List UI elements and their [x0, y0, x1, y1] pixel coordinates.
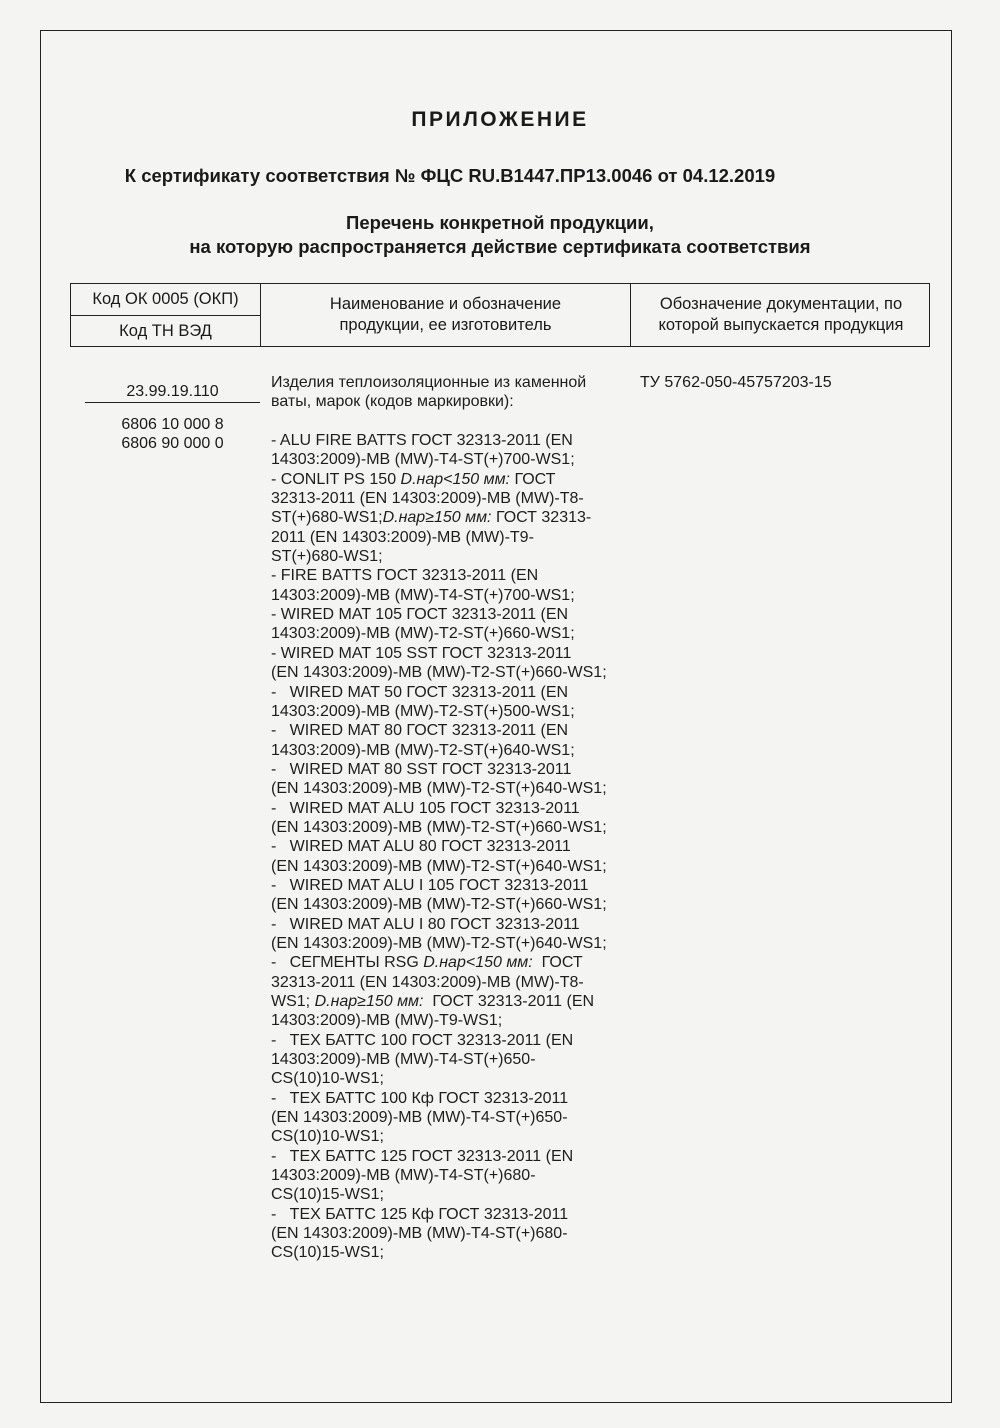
product-line: - WIRED MAT 50 ГОСТ 32313-2011 (EN: [271, 683, 569, 701]
product-line: 14303:2009)-MB (MW)-T4-ST(+)680-: [271, 1167, 536, 1185]
product-line: WS1; D.нар≥150 мм: ГОСТ 32313-2011 (EN: [271, 993, 595, 1010]
product-line: ваты, марок (кодов маркировки):: [271, 393, 514, 411]
header-okp-code: Код ОК 0005 (ОКП): [71, 284, 260, 316]
product-line: - ТЕХ БАТТС 125 ГОСТ 32313-2011 (EN: [271, 1147, 574, 1165]
product-line: 14303:2009)-MB (MW)-T4-ST(+)650-: [271, 1051, 536, 1069]
header-product-line-2: продукции, ее изготовитель: [339, 316, 552, 334]
product-line: Изделия теплоизоляционные из каменной: [271, 374, 587, 391]
product-line: 32313-2011 (EN 14303:2009)-MB (MW)-T8-: [271, 973, 584, 991]
product-line: - WIRED MAT 105 SST ГОСТ 32313-2011: [271, 644, 572, 662]
product-line: (EN 14303:2009)-MB (MW)-T2-ST(+)660-WS1;: [271, 896, 607, 914]
header-tnved-code: Код ТН ВЭД: [119, 322, 212, 340]
tnved-code-2: 6806 90 000 0: [121, 435, 224, 452]
product-line: - WIRED MAT ALU 80 ГОСТ 32313-2011: [271, 838, 571, 856]
okp-code: 23.99.19.110: [126, 383, 219, 400]
header-product-name: [261, 284, 631, 346]
product-line: - ТЕХ БАТТС 100 ГОСТ 32313-2011 (EN: [271, 1031, 574, 1049]
product-line: 14303:2009)-MB (MW)-T4-ST(+)700-WS1;: [271, 451, 575, 469]
code-divider: [85, 402, 260, 403]
product-line: (EN 14303:2009)-MB (MW)-T2-ST(+)640-WS1;: [271, 857, 607, 875]
documentation-ref: ТУ 5762-050-45757203-15: [640, 374, 832, 391]
header-product-line-1: Наименование и обозначение: [329, 295, 562, 313]
product-line: (EN 14303:2009)-MB (MW)-T2-ST(+)640-WS1;: [271, 934, 607, 952]
product-line: 32313-2011 (EN 14303:2009)-MB (MW)-T8-: [271, 490, 584, 508]
product-line: ST(+)680-WS1;D.нар≥150 мм: ГОСТ 32313-: [271, 509, 592, 527]
product-line: 14303:2009)-MB (MW)-T2-ST(+)500-WS1;: [271, 702, 575, 720]
product-line: (EN 14303:2009)-MB (MW)-T4-ST(+)680-: [271, 1225, 568, 1243]
product-line: CS(10)15-WS1;: [271, 1186, 384, 1204]
product-line: CS(10)10-WS1;: [271, 1070, 384, 1088]
product-list: [271, 373, 641, 1263]
list-heading: [0, 211, 1000, 259]
header-code-column: [71, 284, 261, 346]
product-line: - СЕГМЕНТЫ RSG D.нар<150 мм: ГОСТ: [271, 954, 583, 972]
product-line: CS(10)10-WS1;: [271, 1128, 384, 1146]
product-line: 14303:2009)-MB (MW)-T4-ST(+)700-WS1;: [271, 586, 575, 604]
product-line: - WIRED MAT 105 ГОСТ 32313-2011 (EN: [271, 606, 569, 624]
tnved-codes: [85, 415, 260, 453]
product-line: 2011 (EN 14303:2009)-MB (MW)-T9-: [271, 528, 534, 546]
product-line: - WIRED MAT ALU 105 ГОСТ 32313-2011: [271, 799, 580, 817]
product-line: (EN 14303:2009)-MB (MW)-T2-ST(+)660-WS1;: [271, 664, 607, 682]
tnved-code-1: 6806 10 000 8: [121, 416, 224, 433]
product-line: CS(10)15-WS1;: [271, 1244, 384, 1262]
product-line: (EN 14303:2009)-MB (MW)-T2-ST(+)660-WS1;: [271, 818, 607, 836]
product-line: (EN 14303:2009)-MB (MW)-T2-ST(+)640-WS1;: [271, 780, 607, 798]
product-line: - WIRED MAT 80 SST ГОСТ 32313-2011: [271, 760, 572, 778]
product-line: 14303:2009)-MB (MW)-T2-ST(+)640-WS1;: [271, 741, 575, 759]
product-line: [271, 412, 641, 431]
product-line: ST(+)680-WS1;: [271, 548, 383, 566]
product-line: - CONLIT PS 150 D.нар<150 мм: ГОСТ: [271, 470, 556, 488]
product-line: 14303:2009)-MB (MW)-T2-ST(+)660-WS1;: [271, 625, 575, 643]
heading-line-2: на которую распространяется действие сертификата соответствия: [189, 236, 811, 257]
heading-line-1: Перечень конкретной продукции,: [346, 212, 654, 233]
product-line: - WIRED MAT ALU I 80 ГОСТ 32313-2011: [271, 915, 580, 933]
product-line: - WIRED MAT ALU I 105 ГОСТ 32313-2011: [271, 876, 589, 894]
product-line: - ТЕХ БАТТС 125 Кф ГОСТ 32313-2011: [271, 1205, 569, 1223]
product-line: - WIRED MAT 80 ГОСТ 32313-2011 (EN: [271, 722, 569, 740]
document-title: ПРИЛОЖЕНИЕ: [411, 108, 589, 131]
product-line: - FIRE BATTS ГОСТ 32313-2011 (EN: [271, 567, 539, 585]
certificate-reference: К сертификату соответствия № ФЦС RU.B1447.ПР13.0046 от 04.12.2019: [124, 165, 776, 186]
table-header: [70, 283, 930, 347]
header-doc-line-1: Обозначение документации, по: [659, 295, 903, 313]
product-line: - ТЕХ БАТТС 100 Кф ГОСТ 32313-2011: [271, 1089, 569, 1107]
header-documentation: [631, 284, 931, 346]
header-doc-line-2: которой выпускается продукция: [658, 316, 904, 334]
product-line: - ALU FIRE BATTS ГОСТ 32313-2011 (EN: [271, 432, 573, 450]
product-line: 14303:2009)-MB (MW)-T9-WS1;: [271, 1012, 503, 1030]
product-line: (EN 14303:2009)-MB (MW)-T4-ST(+)650-: [271, 1109, 568, 1127]
